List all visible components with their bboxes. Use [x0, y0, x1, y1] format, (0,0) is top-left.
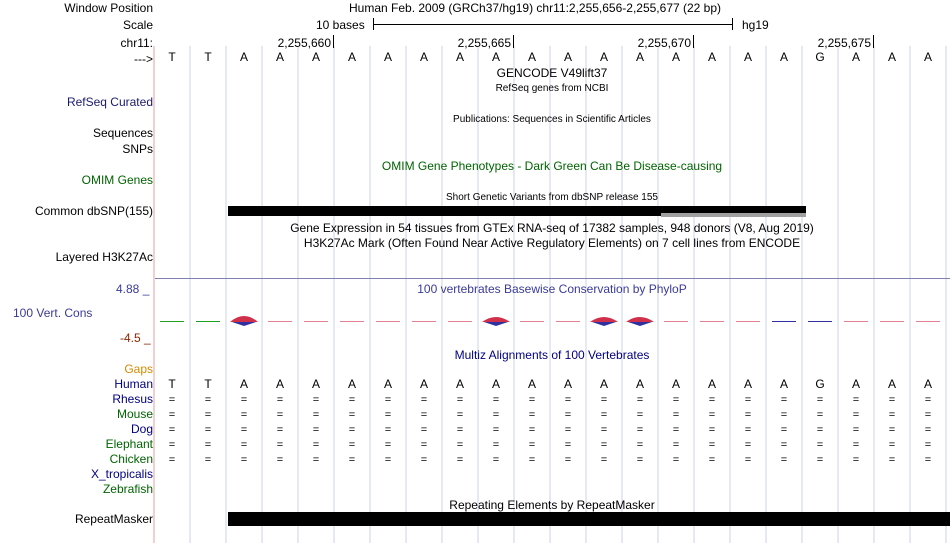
alignment-match-mark: =	[204, 439, 212, 451]
alignment-match-mark: =	[564, 424, 572, 436]
base-letter: G	[815, 377, 825, 391]
alignment-match-mark: =	[348, 439, 356, 451]
base-letter: A	[311, 50, 320, 64]
alignment-match-mark: =	[888, 439, 896, 451]
base-letter: A	[527, 50, 536, 64]
omim-genes-label[interactable]: OMIM Genes	[81, 173, 153, 187]
alignment-match-mark: =	[276, 409, 284, 421]
base-letter: A	[599, 377, 608, 391]
alignment-match-mark: =	[492, 454, 500, 466]
species-label-zebrafish[interactable]: Zebrafish	[102, 482, 153, 496]
alignment-match-mark: =	[744, 439, 752, 451]
human-alignment-row	[0, 377, 950, 391]
alignment-match-mark: =	[168, 424, 176, 436]
rhesus-alignment-row	[0, 393, 950, 407]
base-letter: A	[671, 377, 680, 391]
alignment-match-mark: =	[276, 439, 284, 451]
base-letter: G	[815, 50, 825, 64]
ruler-tick-mark	[513, 35, 514, 48]
base-letter: A	[743, 50, 752, 64]
alignment-match-mark: =	[348, 454, 356, 466]
species-label-human[interactable]: Human	[114, 377, 153, 391]
species-label-dog[interactable]: Dog	[130, 422, 153, 436]
alignment-match-mark: =	[204, 454, 212, 466]
alignment-match-mark: =	[600, 424, 608, 436]
alignment-match-mark: =	[168, 394, 176, 406]
alignment-match-mark: =	[600, 439, 608, 451]
alignment-match-mark: =	[312, 394, 320, 406]
base-letter: A	[779, 377, 788, 391]
alignment-match-mark: =	[924, 409, 932, 421]
phylop-dip	[232, 322, 256, 326]
alignment-match-mark: =	[528, 394, 536, 406]
base-letter: A	[311, 377, 320, 391]
base-letter: A	[419, 377, 428, 391]
chicken-alignment-row	[0, 453, 950, 467]
phylop-signal	[0, 312, 950, 332]
alignment-match-mark: =	[564, 394, 572, 406]
alignment-match-mark: =	[852, 409, 860, 421]
chrom-label: chr11:	[120, 36, 153, 50]
base-letter: A	[275, 377, 284, 391]
base-letter: A	[635, 50, 644, 64]
alignment-match-mark: =	[744, 409, 752, 421]
base-letter: A	[671, 50, 680, 64]
alignment-match-mark: =	[312, 454, 320, 466]
base-letter: A	[347, 377, 356, 391]
alignment-match-mark: =	[852, 424, 860, 436]
alignment-match-mark: =	[348, 424, 356, 436]
phylop-dip	[484, 322, 508, 326]
alignment-match-mark: =	[564, 439, 572, 451]
alignment-match-mark: =	[672, 439, 680, 451]
base-letter: A	[455, 50, 464, 64]
alignment-match-mark: =	[816, 424, 824, 436]
base-letter: A	[851, 50, 860, 64]
alignment-match-mark: =	[708, 394, 716, 406]
base-letter: A	[887, 50, 896, 64]
base-letter: A	[743, 377, 752, 391]
alignment-match-mark: =	[492, 394, 500, 406]
base-letter: A	[383, 377, 392, 391]
alignment-match-mark: =	[384, 394, 392, 406]
scale-bar-right-tick	[732, 18, 733, 30]
assembly-range-text[interactable]: Human Feb. 2009 (GRCh37/hg19) chr11:2,255,656-2,255,677 (22 bp)	[349, 1, 722, 15]
base-sequence-row	[0, 50, 950, 64]
scale-bar	[373, 24, 733, 25]
alignment-match-mark: =	[816, 439, 824, 451]
alignment-match-mark: =	[888, 424, 896, 436]
scale-bar-left-tick	[373, 18, 374, 30]
base-letter: A	[383, 50, 392, 64]
base-letter: A	[635, 377, 644, 391]
alignment-match-mark: =	[420, 409, 428, 421]
alignment-match-mark: =	[600, 454, 608, 466]
alignment-match-mark: =	[420, 394, 428, 406]
layered-h3k27ac-label[interactable]: Layered H3K27Ac	[55, 250, 153, 264]
base-letter: T	[168, 377, 176, 391]
base-letter: A	[347, 50, 356, 64]
track-separator	[155, 278, 950, 279]
refseq-curated-label[interactable]: RefSeq Curated	[66, 95, 153, 109]
alignment-match-mark: =	[924, 439, 932, 451]
species-label-rhesus[interactable]: Rhesus	[112, 392, 153, 406]
alignment-match-mark: =	[240, 454, 248, 466]
alignment-match-mark: =	[708, 409, 716, 421]
phylop-track-title[interactable]: 100 vertebrates Basewise Conservation by PhyloP	[417, 282, 687, 296]
base-letter: A	[707, 50, 716, 64]
alignment-match-mark: =	[744, 394, 752, 406]
ruler-tick-label: 2,255,670	[637, 36, 691, 50]
ruler-tick-label: 2,255,675	[817, 36, 871, 50]
phylop-peak	[590, 317, 618, 322]
base-letter: A	[455, 377, 464, 391]
alignment-match-mark: =	[420, 454, 428, 466]
repeatmasker-feature-bar[interactable]	[228, 512, 950, 526]
base-letter: A	[851, 377, 860, 391]
base-letter: A	[491, 377, 500, 391]
phylop-max-value: 4.88 _	[116, 282, 150, 296]
base-letter: T	[204, 50, 212, 64]
alignment-match-mark: =	[456, 394, 464, 406]
alignment-match-mark: =	[240, 424, 248, 436]
dog-alignment-row	[0, 423, 950, 437]
alignment-match-mark: =	[168, 454, 176, 466]
phylop-min-value: -4.5 _	[120, 331, 151, 345]
gaps-label[interactable]: Gaps	[124, 362, 153, 376]
alignment-match-mark: =	[708, 439, 716, 451]
alignment-match-mark: =	[816, 409, 824, 421]
sequences-label[interactable]: Sequences	[92, 126, 153, 140]
alignment-match-mark: =	[780, 439, 788, 451]
dbsnp-track-title[interactable]: Short Genetic Variants from dbSNP release 155	[446, 192, 658, 203]
phylop-peak	[482, 317, 510, 322]
alignment-match-mark: =	[384, 424, 392, 436]
base-letter: A	[599, 50, 608, 64]
alignment-match-mark: =	[636, 409, 644, 421]
ruler-tick-mark	[693, 35, 694, 48]
gtex-track-title[interactable]: Gene Expression in 54 tissues from GTEx RNA-seq of 17382 samples, 948 donors (V8, Aug 2019)	[290, 221, 814, 235]
alignment-match-mark: =	[636, 454, 644, 466]
alignment-match-mark: =	[564, 454, 572, 466]
alignment-match-mark: =	[924, 394, 932, 406]
ruler-tick-mark	[333, 35, 334, 48]
alignment-match-mark: =	[312, 424, 320, 436]
alignment-match-mark: =	[240, 409, 248, 421]
gencode-track-title[interactable]: GENCODE V49lift37	[496, 66, 608, 80]
alignment-match-mark: =	[168, 409, 176, 421]
common-dbsnp-label[interactable]: Common dbSNP(155)	[34, 204, 153, 218]
h3k27ac-track-title[interactable]: H3K27Ac Mark (Often Found Near Active Regulatory Elements) on 7 cell lines from ENCODE	[303, 236, 801, 250]
ruler-tick-mark	[873, 35, 874, 48]
phylop-dip	[628, 322, 652, 326]
alignment-match-mark: =	[636, 424, 644, 436]
base-letter: A	[239, 377, 248, 391]
alignment-match-mark: =	[744, 454, 752, 466]
base-letter: T	[168, 50, 176, 64]
alignment-match-mark: =	[312, 439, 320, 451]
alignment-match-mark: =	[456, 439, 464, 451]
alignment-match-mark: =	[528, 439, 536, 451]
alignment-match-mark: =	[456, 409, 464, 421]
alignment-match-mark: =	[492, 424, 500, 436]
mouse-alignment-row	[0, 408, 950, 422]
alignment-match-mark: =	[240, 394, 248, 406]
alignment-match-mark: =	[600, 409, 608, 421]
alignment-match-mark: =	[456, 424, 464, 436]
publications-track-title[interactable]: Publications: Sequences in Scientific Articles	[453, 114, 651, 125]
phylop-peak	[626, 317, 654, 322]
repeatmasker-label[interactable]: RepeatMasker	[74, 512, 153, 526]
snps-label[interactable]: SNPs	[122, 142, 153, 156]
alignment-match-mark: =	[816, 394, 824, 406]
base-letter: A	[887, 377, 896, 391]
alignment-match-mark: =	[204, 394, 212, 406]
phylop-peak	[230, 316, 258, 322]
alignment-match-mark: =	[384, 454, 392, 466]
alignment-match-mark: =	[276, 454, 284, 466]
base-letter: A	[923, 377, 932, 391]
alignment-match-mark: =	[708, 454, 716, 466]
base-letter: A	[239, 50, 248, 64]
base-letter: A	[275, 50, 284, 64]
alignment-match-mark: =	[384, 409, 392, 421]
alignment-match-mark: =	[456, 454, 464, 466]
alignment-match-mark: =	[852, 394, 860, 406]
base-letter: A	[923, 50, 932, 64]
alignment-match-mark: =	[672, 409, 680, 421]
alignment-match-mark: =	[852, 454, 860, 466]
species-label-x-tropicalis[interactable]: X_tropicalis	[90, 467, 153, 481]
repeatmasker-track-title[interactable]: Repeating Elements by RepeatMasker	[449, 498, 655, 512]
alignment-match-mark: =	[888, 409, 896, 421]
multiz-track-title[interactable]: Multiz Alignments of 100 Vertebrates	[454, 348, 650, 362]
base-letter: A	[707, 377, 716, 391]
base-letter: A	[491, 50, 500, 64]
omim-track-title[interactable]: OMIM Gene Phenotypes - Dark Green Can Be Disease-causing	[381, 159, 723, 173]
base-letter: T	[204, 377, 212, 391]
alignment-match-mark: =	[636, 439, 644, 451]
alignment-match-mark: =	[420, 424, 428, 436]
ruler-tick-label: 2,255,660	[277, 36, 331, 50]
base-letter: A	[779, 50, 788, 64]
alignment-match-mark: =	[708, 424, 716, 436]
alignment-match-mark: =	[780, 409, 788, 421]
species-label-chicken[interactable]: Chicken	[109, 452, 153, 466]
alignment-match-mark: =	[600, 394, 608, 406]
alignment-match-mark: =	[528, 454, 536, 466]
alignment-match-mark: =	[564, 409, 572, 421]
base-letter: A	[563, 50, 572, 64]
phylop-dip	[592, 322, 616, 326]
alignment-match-mark: =	[420, 439, 428, 451]
alignment-match-mark: =	[852, 439, 860, 451]
alignment-match-mark: =	[780, 454, 788, 466]
species-label-mouse[interactable]: Mouse	[116, 407, 153, 421]
scale-db: hg19	[742, 18, 769, 32]
alignment-match-mark: =	[816, 454, 824, 466]
alignment-match-mark: =	[528, 409, 536, 421]
alignment-match-mark: =	[924, 454, 932, 466]
scale-label: Scale	[122, 18, 153, 32]
alignment-match-mark: =	[348, 394, 356, 406]
alignment-match-mark: =	[384, 439, 392, 451]
alignment-match-mark: =	[168, 439, 176, 451]
alignment-match-mark: =	[780, 424, 788, 436]
ruler-tick-label: 2,255,665	[457, 36, 511, 50]
alignment-match-mark: =	[204, 424, 212, 436]
alignment-match-mark: =	[744, 424, 752, 436]
alignment-match-mark: =	[276, 424, 284, 436]
strand-label: --->	[134, 52, 153, 66]
alignment-match-mark: =	[924, 424, 932, 436]
alignment-match-mark: =	[240, 439, 248, 451]
alignment-match-mark: =	[672, 454, 680, 466]
base-letter: A	[527, 377, 536, 391]
dbsnp-feature-gray-segment	[661, 213, 806, 217]
base-letter: A	[419, 50, 428, 64]
alignment-match-mark: =	[888, 454, 896, 466]
alignment-match-mark: =	[276, 394, 284, 406]
alignment-match-mark: =	[492, 439, 500, 451]
alignment-match-mark: =	[528, 424, 536, 436]
alignment-match-mark: =	[312, 409, 320, 421]
alignment-match-mark: =	[636, 394, 644, 406]
base-letter: A	[563, 377, 572, 391]
alignment-match-mark: =	[348, 409, 356, 421]
elephant-alignment-row	[0, 438, 950, 452]
alignment-match-mark: =	[780, 394, 788, 406]
scale-text: 10 bases	[316, 18, 365, 32]
alignment-match-mark: =	[888, 394, 896, 406]
refseq-track-subtitle: RefSeq genes from NCBI	[495, 83, 609, 94]
alignment-match-mark: =	[204, 409, 212, 421]
window-position-label: Window Position	[64, 1, 153, 15]
alignment-match-mark: =	[672, 424, 680, 436]
vert-cons-label[interactable]: 100 Vert. Cons	[13, 306, 93, 320]
species-label-elephant[interactable]: Elephant	[105, 437, 153, 451]
alignment-match-mark: =	[492, 409, 500, 421]
alignment-match-mark: =	[672, 394, 680, 406]
